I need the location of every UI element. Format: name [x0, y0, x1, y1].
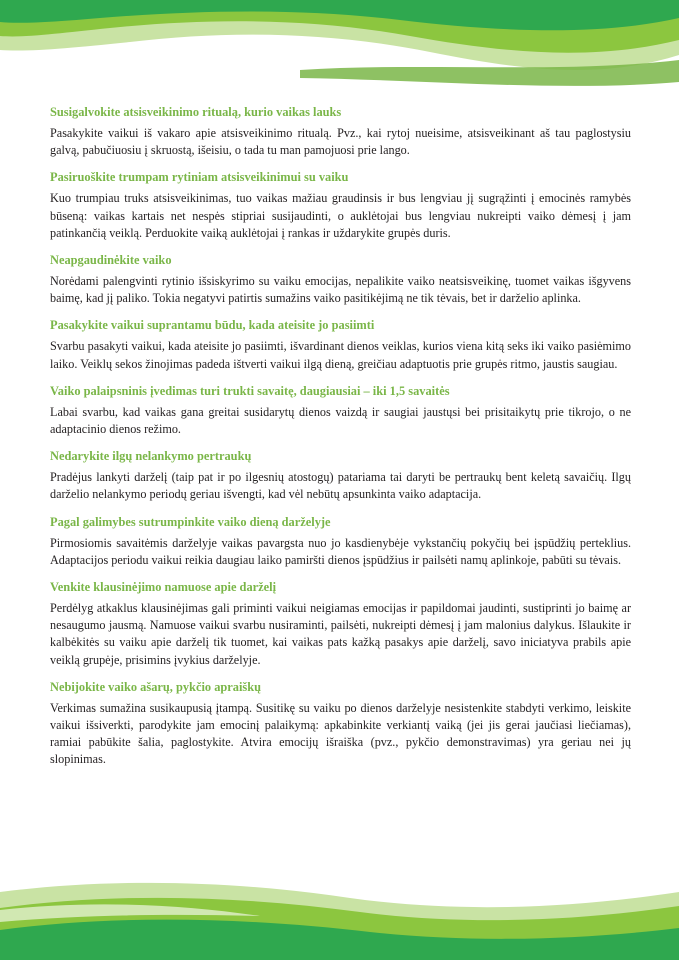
section-heading: Vaiko palaipsninis įvedimas turi trukti savaitę, daugiausiai – iki 1,5 savaitės [50, 383, 450, 398]
section-heading: Nebijokite vaiko ašarų, pykčio apraiškų [50, 679, 262, 694]
advice-section [50, 579, 631, 669]
section-heading: Susigalvokite atsisveikinimo ritualą, kurio vaikas lauks [50, 105, 342, 119]
advice-section [50, 679, 631, 769]
section-heading: Nedarykite ilgų nelankymo pertraukų [50, 449, 252, 464]
bottom-green-wave-decoration [0, 870, 679, 960]
section-heading: Pasakykite vaikui suprantamu būdu, kada ateisite jo pasiimti [50, 318, 375, 333]
advice-section [50, 317, 631, 372]
section-heading: Pagal galimybes sutrumpinkite vaiko dieną darželyje [50, 514, 331, 529]
top-green-wave-decoration [0, 0, 679, 95]
section-heading: Venkite klausinėjimo namuose apie darželį [50, 580, 277, 595]
section-paragraph: Pirmosiomis savaitėmis darželyje vaikas pavargsta nuo jo kasdienybėje vykstančių pokyčių bei įspūdžių perteklius. Adaptacijos periodu vaikui reikia daugiau laiko pamiršti dienos įspūdžius ir pailsėti namų aplinkoje, pabūti su tėvais. [50, 535, 631, 567]
section-paragraph: Labai svarbu, kad vaikas gana greitai susidarytų dienos vaizdą ir saugiai jaustųsi bei prisitaikytų prie tikrojo, o ne adaptacinio dienos režimo. [50, 404, 631, 437]
section-paragraph: Pradėjus lankyti darželį (taip pat ir po ilgesnių atostogų) patariama tai daryti be pertraukų bent keletą savaičių. Ilgų darželio nelankymo periodų geriau išvengti, kad vėl nebūtų apsunkinta vaiko adaptacija. [50, 470, 631, 502]
section-paragraph: Norėdami palengvinti rytinio išsiskyrimo su vaiku emocijas, nepalikite vaiko neatsisveikinę, tuomet vaikas išgyvens baimę, kad jį paliko. Tokia negatyvi patirtis sumažins vaiko pasitikėjimą ne tik tėvais, bet ir darželio aplinka. [50, 274, 631, 306]
advice-section [50, 514, 631, 569]
section-heading: Neapgaudinėkite vaiko [50, 253, 172, 268]
advice-content [50, 104, 631, 779]
advice-section [50, 252, 631, 307]
advice-section [50, 169, 631, 242]
section-paragraph: Verkimas sumažina susikaupusią įtampą. Susitikę su vaiku po dienos darželyje nesistenkite stabdyti verkimo, leiskite vaikui išsiverkti, parodykite jam emocinį palaikymą: apkabinkite verkiantį vaiką (jei jis gerai jaučiasi liečiamas), ramiai pabūkite šalia, paglostykite. Atvira emocijų išraiška (pvz., pykčio demonstravimas) yra geriau nei jų slopinimas. [50, 700, 631, 767]
section-paragraph: Pasakykite vaikui iš vakaro apie atsisveikinimo ritualą. Pvz., kai rytoj nueisime, atsisveikinant aš tau paglostysiu galvą, pabučiuosiu į skruostą, išeisiu, o tada tu man pamojuosi prie lango. [50, 126, 631, 158]
advice-section [50, 383, 631, 438]
advice-section [50, 104, 631, 159]
section-paragraph: Kuo trumpiau truks atsisveikinimas, tuo vaikas mažiau graudinsis ir bus lengviau jį sugrąžinti į emocinės ramybės būseną: vaikas kartais net nespės stipriai susijaudinti, o auklėtojai bus lengviau nukreipti vaiko dėmesį į jam patinkančią veiklą. Perduokite vaiką auklėtojai į rankas ir uždarykite grupės duris. [50, 191, 631, 240]
section-heading: Pasiruoškite trumpam rytiniam atsisveikinimui su vaiku [50, 170, 349, 185]
section-paragraph: Perdėlyg atkaklus klausinėjimas gali priminti vaikui neigiamas emocijas ir papildomai jaudinti, sustiprinti jo baimę ar nesaugumo jausmą. Namuose vaikui svarbu nusiraminti, pailsėti, nukreipti dėmesį į jam malonius dalykus. Išlaukite ir kalbėkitės su vaiku apie darželį tik tuomet, kai vaikas pats kažką pasakys apie darželį, savo iniciatyva prabils apie veiklą grupėje, prisimins įvykius darželyje. [50, 601, 631, 667]
advice-section [50, 448, 631, 503]
section-paragraph: Svarbu pasakyti vaikui, kada ateisite jo pasiimti, išvardinant dienos veiklas, kurios viena kitą seks iki vaiko pasiėmimo laiko. Veiklų sekos žinojimas padeda ištverti vaikui ilgą dieną, greičiau adaptuotis prie grupės ritmo, jaustis saugiau. [50, 339, 631, 371]
